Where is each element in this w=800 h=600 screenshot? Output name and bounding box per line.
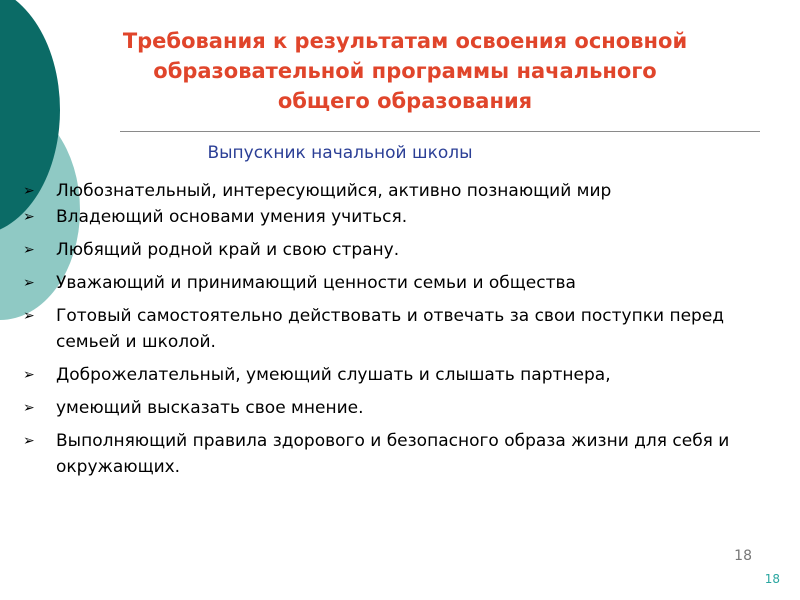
list-item [20,178,760,204]
footer-page-number: 18 [764,572,780,586]
requirements-list [20,178,760,480]
title-divider [120,131,760,132]
title-line-3: общего образования [277,89,533,113]
list-item-text: Уважающий и принимающий ценности семьи и общества [56,273,576,293]
list-item [20,362,760,388]
list-item-text: Владеющий основами умения учиться. [56,207,408,227]
page-number: 18 [734,548,752,564]
arrow-bullet-icon: ➢ [23,242,35,258]
title-line-2: образовательной программы начального [153,59,657,83]
list-item-text: Любознательный, интересующийся, активно познающий мир [56,181,612,201]
title-line-1: Требования к результатам освоения основной [122,29,688,53]
arrow-bullet-icon: ➢ [23,183,35,199]
list-item-text: Любящий родной край и свою страну. [56,240,400,260]
list-item-text: умеющий высказать свое мнение. [56,398,364,418]
list-item [20,428,760,480]
list-item [20,303,760,355]
slide-subtitle: Выпускник начальной школы [207,143,473,163]
list-item [20,270,760,296]
list-item-text: Готовый самостоятельно действовать и отвечать за свои поступки перед семьей и школой. [56,306,725,352]
list-item [20,204,760,230]
list-item [20,237,760,263]
list-item-text: Доброжелательный, умеющий слушать и слышать партнера, [56,365,611,385]
list-item-text: Выполняющий правила здорового и безопасного образа жизни для себя и окружающих. [56,431,730,477]
slide-title [60,26,750,116]
arrow-bullet-icon: ➢ [23,433,35,449]
arrow-bullet-icon: ➢ [23,275,35,291]
arrow-bullet-icon: ➢ [23,308,35,324]
arrow-bullet-icon: ➢ [23,367,35,383]
arrow-bullet-icon: ➢ [23,209,35,225]
list-item [20,395,760,421]
arrow-bullet-icon: ➢ [23,400,35,416]
